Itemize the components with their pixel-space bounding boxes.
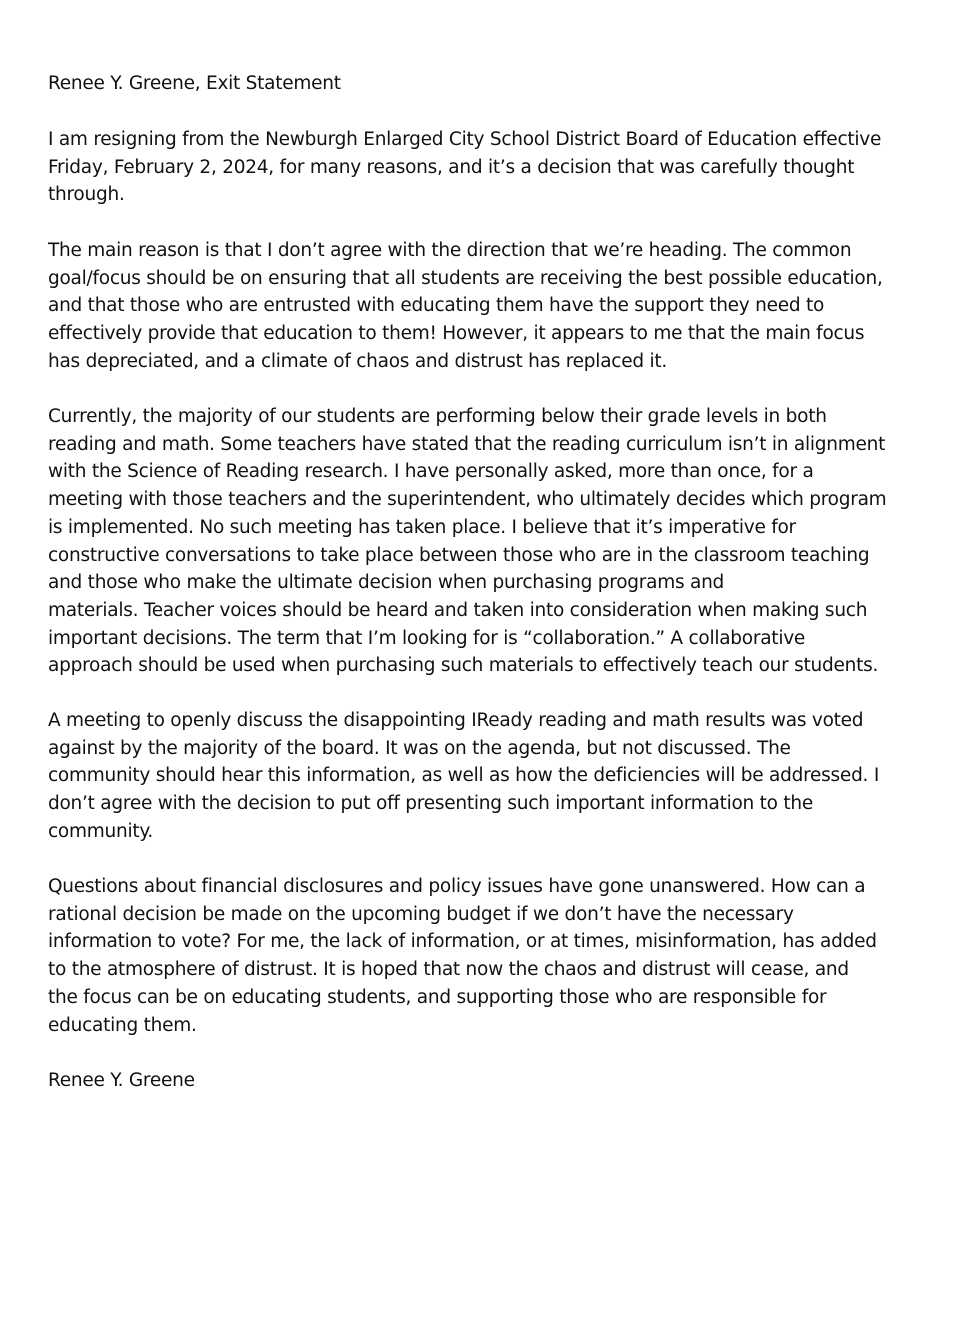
paragraph-line: has depreciated, and a climate of chaos and distrust has replaced it. [48,350,667,372]
paragraph-line: and those who make the ultimate decision when purchasing programs and [48,572,725,594]
paragraph-line: information to vote? For me, the lack of information, or at times, misinformation, has added [48,931,877,953]
paragraph-line: the focus can be on educating students, and supporting those who are responsible for [48,986,827,1008]
paragraph-line: meeting with those teachers and the superintendent, who ultimately decides which program [48,489,887,511]
paragraph-line: The main reason is that I don’t agree with the direction that we’re heading. The common [48,240,852,261]
paragraph-line: against by the majority of the board. It was on the agenda, but not discussed. The [48,737,791,759]
paragraph-line: reading and math. Some teachers have stated that the reading curriculum isn’t in alignment [48,433,886,455]
paragraph-line: rational decision be made on the upcoming budget if we don’t have the necessary [48,903,794,925]
paragraph-line: Currently, the majority of our students are performing below their grade levels in both [48,406,827,427]
paragraph-line: with the Science of Reading research. I have personally asked, more than once, for a [48,461,814,483]
paragraph-line: to the atmosphere of distrust. It is hoped that now the chaos and distrust will cease, and [48,959,849,981]
paragraph-line: Questions about financial disclosures and policy issues have gone unanswered. How can a [48,876,866,897]
paragraph-line: effectively provide that education to them! However, it appears to me that the main focus [48,323,865,345]
paragraph-line: community should hear this information, as well as how the deficiencies will be addressed. I [48,765,880,787]
signature-name: Renee Y. Greene [48,1070,195,1091]
paragraph-line: constructive conversations to take place between those who are in the classroom teaching [48,544,870,566]
paragraph-line: approach should be used when purchasing such materials to effectively teach our students. [48,655,879,677]
paragraph-line: A meeting to openly discuss the disappointing IReady reading and math results was voted [48,710,864,731]
paragraph-line: don’t agree with the decision to put off presenting such important information to the [48,793,813,815]
paragraph-line: through. [48,184,125,206]
paragraph-line: goal/focus should be on ensuring that all students are receiving the best possible education, [48,267,883,289]
statement-heading: Renee Y. Greene, Exit Statement [48,73,341,94]
paragraph-line: Friday, February 2, 2024, for many reasons, and it’s a decision that was carefully thought [48,156,855,178]
paragraph-line: materials. Teacher voices should be heard and taken into consideration when making such [48,599,868,621]
paragraph-line: I am resigning from the Newburgh Enlarged City School District Board of Education effective [48,129,882,150]
paragraph-line: important decisions. The term that I’m looking for is “collaboration.” A collaborative [48,627,806,649]
paragraph-line: educating them. [48,1014,197,1036]
paragraph-line: is implemented. No such meeting has taken place. I believe that it’s imperative for [48,516,796,538]
paragraph-line: community. [48,820,154,842]
paragraph-line: and that those who are entrusted with educating them have the support they need to [48,295,825,317]
